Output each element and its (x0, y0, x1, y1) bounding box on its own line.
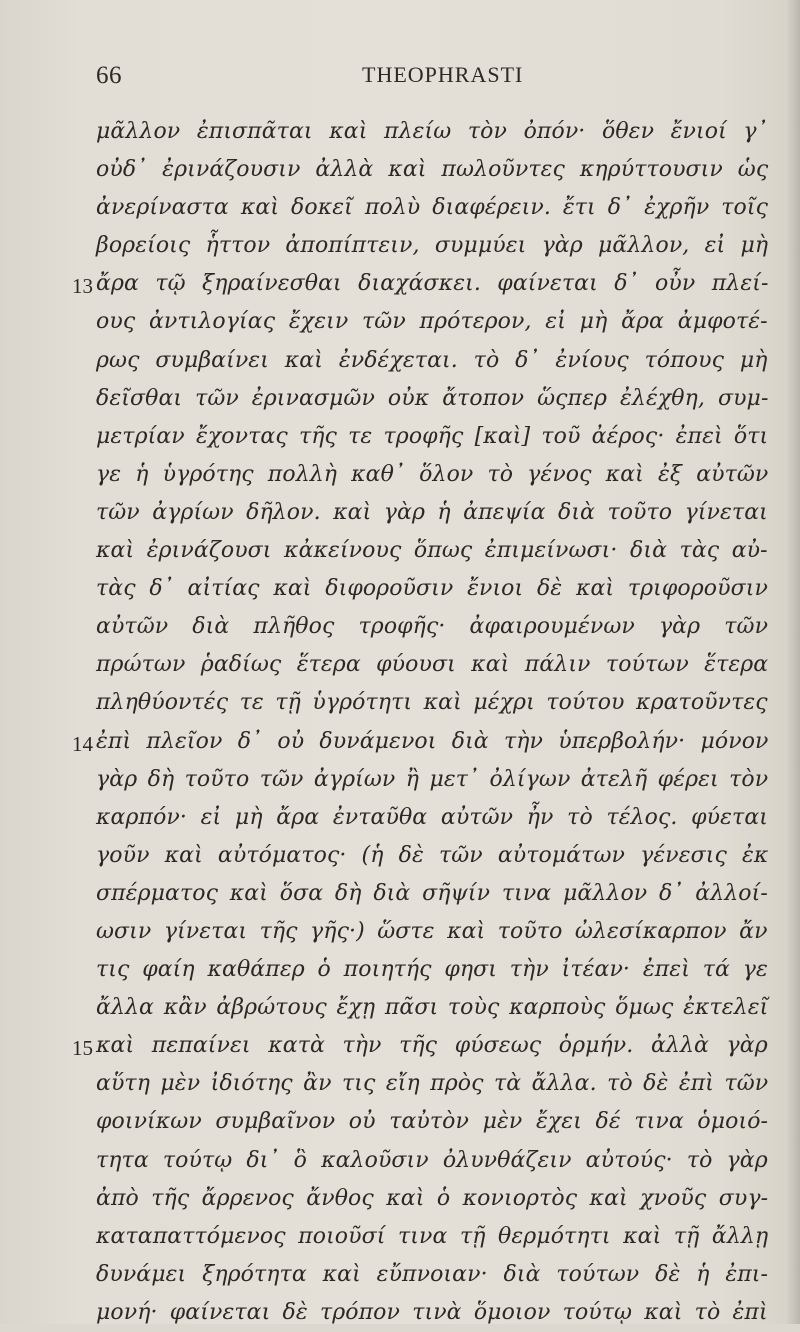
line-text: μᾶλλον ἐπισπᾶται καὶ πλείω τὸν ὀπόν· ὅθεν ἔνιοί γ᾽ (96, 119, 768, 144)
text-line (0, 380, 800, 418)
line-text: βορείοις ἧττον ἀποπίπτειν, συμμύει γὰρ μᾶλλον, εἰ μὴ (96, 233, 769, 259)
section-number: 14 (72, 731, 93, 756)
line-text: μονή· φαίνεται δὲ τρόπον τινὰ ὅμοιον τούτῳ καὶ τὸ ἐπὶ (96, 1299, 768, 1325)
text-line (0, 1027, 800, 1065)
line-text: γε ἡ ὑγρότης πολλὴ καθ᾽ ὅλον τὸ γένος καὶ ἐξ αὐτῶν (96, 461, 769, 487)
text-line (0, 342, 800, 380)
line-text: ἄρα τῷ ξηραίνεσθαι διαχάσκει. φαίνεται δ᾽ οὖν πλεί- (96, 271, 769, 297)
line-text: ἄλλα κἂν ἀβρώτους ἔχῃ πᾶσι τοὺς καρποὺς ὅμως ἐκτελεῖ (96, 995, 769, 1021)
text-line (0, 494, 800, 532)
section-number: 15 (72, 1036, 93, 1061)
line-text: αὕτη μὲν ἰδιότης ἂν τις εἴη πρὸς τὰ ἄλλα. τὸ δὲ ἐπὶ τῶν (96, 1071, 769, 1097)
text-line (0, 684, 800, 722)
text-line (0, 761, 800, 799)
line-text: δεῖσθαι τῶν ἐρινασμῶν οὐκ ἄτοπον ὥςπερ ἐλέχθη, συμ- (96, 385, 769, 411)
line-text: ἀπὸ τῆς ἄρρενος ἄνθος καὶ ὁ κονιορτὸς καὶ χνοῦς συγ- (96, 1185, 769, 1211)
text-line (0, 951, 800, 989)
line-text: καὶ πεπαίνει κατὰ τὴν τῆς φύσεως ὁρμήν. ἀλλὰ γὰρ (96, 1033, 768, 1059)
line-text: γὰρ δὴ τοῦτο τῶν ἀγρίων ἢ μετ᾽ ὀλίγων ἀτελῆ φέρει τὸν (96, 766, 769, 792)
text-line (0, 646, 800, 684)
text-line (0, 1065, 800, 1103)
line-text: πρώτων ῥαδίως ἕτερα φύουσι καὶ πάλιν τούτων ἕτερα (96, 652, 769, 678)
text-block (0, 113, 800, 1332)
line-text: μετρίαν ἔχοντας τῆς τε τροφῆς [καὶ] τοῦ ἀέρος· ἐπεὶ ὅτι (96, 423, 769, 449)
text-line (0, 151, 800, 189)
text-line (0, 1103, 800, 1141)
line-text: καρπόν· εἰ μὴ ἄρα ἐνταῦθα αὐτῶν ἦν τὸ τέλος. φύεται (96, 804, 769, 830)
text-line (0, 1180, 800, 1218)
line-text: τις φαίη καθάπερ ὁ ποιητής φησι τὴν ἰτέαν· ἐπεὶ τά γε (96, 957, 768, 983)
text-line (0, 456, 800, 494)
running-head (0, 62, 800, 96)
line-text: γοῦν καὶ αὐτόματος· (ἡ δὲ τῶν αὐτομάτων γένεσις ἐκ (96, 842, 769, 868)
line-text: σπέρματος καὶ ὅσα δὴ διὰ σῆψίν τινα μᾶλλον δ᾽ ἀλλοί- (96, 880, 768, 906)
text-line (0, 418, 800, 456)
line-text: ἐπὶ πλεῖον δ᾽ οὐ δυνάμενοι διὰ τὴν ὑπερβολήν· μόνον (96, 728, 769, 754)
text-line (0, 570, 800, 608)
text-line (0, 1294, 800, 1332)
text-line (0, 913, 800, 951)
line-text: φοινίκων συμβαῖνον οὐ ταὐτὸν μὲν ἔχει δέ τινα ὁμοιό- (96, 1109, 769, 1135)
text-line (0, 113, 800, 151)
line-text: δυνάμει ξηρότητα καὶ εὔπνοιαν· διὰ τούτων δὲ ἡ ἐπι- (96, 1261, 769, 1287)
text-line (0, 303, 800, 341)
line-text: ωσιν γίνεται τῆς γῆς·) ὥστε καὶ τοῦτο ὠλεσίκαρπον ἄν (96, 918, 768, 944)
page-number: 66 (96, 62, 122, 89)
text-line (0, 989, 800, 1027)
text-line (0, 265, 800, 303)
line-text: αὐτῶν διὰ πλῆθος τροφῆς· ἀφαιρουμένων γὰρ τῶν (96, 614, 769, 640)
line-text: ἀνερίναστα καὶ δοκεῖ πολὺ διαφέρειν. ἔτι δ᾽ ἐχρῆν τοῖς (96, 195, 769, 221)
text-line (0, 875, 800, 913)
line-text: ρως συμβαίνει καὶ ἐνδέχεται. τὸ δ᾽ ἐνίους τόπους μὴ (96, 347, 768, 373)
line-text: καταπαττόμενος ποιοῦσί τινα τῇ θερμότητι καὶ τῇ ἄλλῃ (96, 1223, 769, 1249)
line-text: τὰς δ᾽ αἰτίας καὶ διφοροῦσιν ἔνιοι δὲ καὶ τριφοροῦσιν (96, 576, 768, 602)
line-text: καὶ ἐρινάζουσι κἀκείνους ὅπως ἐπιμείνωσι· διὰ τὰς αὐ- (96, 538, 768, 564)
running-title: THEOPHRASTI (362, 62, 524, 87)
text-line (0, 608, 800, 646)
text-line (0, 1256, 800, 1294)
text-line (0, 189, 800, 227)
line-text: πληθύοντές τε τῇ ὑγρότητι καὶ μέχρι τούτου κρατοῦντες (96, 690, 768, 716)
line-text: τητα τούτῳ δι᾽ ὃ καλοῦσιν ὀλυνθάζειν αὐτούς· τὸ γὰρ (96, 1147, 768, 1173)
text-line (0, 723, 800, 761)
line-text: οὐδ᾽ ἐρινάζουσιν ἀλλὰ καὶ πωλοῦντες κηρύττουσιν ὡς (96, 157, 769, 183)
text-line (0, 1142, 800, 1180)
section-number: 13 (72, 274, 93, 299)
text-line (0, 1218, 800, 1256)
text-line (0, 532, 800, 570)
text-line (0, 227, 800, 265)
line-text: ους ἀντιλογίας ἔχειν τῶν πρότερον, εἰ μὴ ἄρα ἀμφοτέ- (96, 309, 768, 335)
text-line (0, 799, 800, 837)
text-line (0, 837, 800, 875)
line-text: τῶν ἀγρίων δῆλον. καὶ γὰρ ἡ ἀπεψία διὰ τοῦτο γίνεται (96, 499, 768, 525)
